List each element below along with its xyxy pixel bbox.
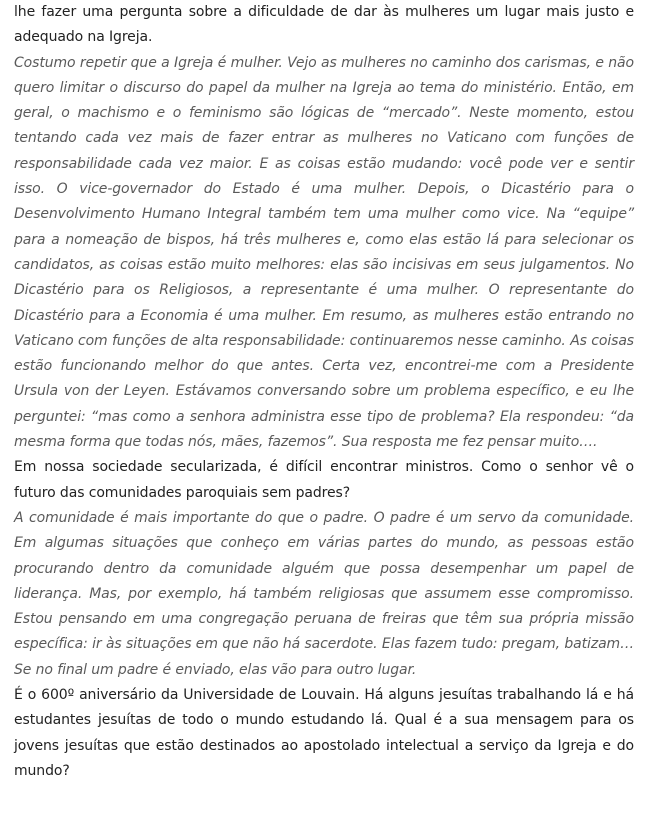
interview-answer-2: A comunidade é mais importante do que o padre. O padre é um servo da comunidade. Em algumas situações que conheço em várias partes do mundo, as pessoas estão procurando dentro da comunidade alguém que possa desempenhar um papel de liderança. Mas, por exemplo, há também religiosas que assumem esse compromisso. Estou pensando em uma congregação peruana de freiras que têm sua própria missão específica: ir às situações em que não há sacerdote. Elas fazem tudo: pregam, batizam… Se no final um padre é enviado, elas vão para outro lugar. [14,509,634,678]
interview-answer-1: Costumo repetir que a Igreja é mulher. Vejo as mulheres no caminho dos carismas, e não quero limitar o discurso do papel da mulher na Igreja ao tema do ministério. Então, em geral, o machismo e o feminismo são lógicas de “mercado”. Neste momento, estou tentando cada vez mais de fazer entrar as mulheres no Vaticano com funções de responsabilidade cada vez maior. E as coisas estão mudando: você pode ver e sentir isso. O vice-governador do Estado é uma mulher. Depois, o Dicastério para o Desenvolvimento Humano Integral também tem uma mulher como vice. Na “equipe” para a nomeação de bispos, há três mulheres e, como elas estão lá para selecionar os candidatos, as coisas estão muito melhores: elas são incisivas em seus julgamentos. No Dicastério para os Religiosos, a representante é uma mulher. O representante do Dicastério para a Economia é uma mulher. Em resumo, as mulheres estão entrando no Vaticano com funções de alta responsabilidade: continuaremos nesse caminho. As coisas estão funcionando melhor do que antes. Certa vez, encontrei-me com a Presidente Ursula von der Leyen. Estávamos conversando sobre um problema específico, e eu lhe perguntei: “mas como a senhora administra esse tipo de problema? Ela respondeu: “da mesma forma que todas nós, mães, fazemos”. Sua resposta me fez pensar muito…. [14,54,634,451]
interview-question-3: É o 600º aniversário da Universidade de Louvain. Há alguns jesuítas trabalhando lá e há estudantes jesuítas de todo o mundo estudando lá. Qual é a sua mensagem para os jovens jesuítas que estão destinados ao apostolado intelectual a serviço da Igreja e do mundo? [14,687,634,779]
interview-question-2: Em nossa sociedade secularizada, é difícil encontrar ministros. Como o senhor vê o futuro das comunidades paroquiais sem padres? [14,459,634,501]
interview-question-1: lhe fazer uma pergunta sobre a dificuldade de dar às mulheres um lugar mais justo e adequado na Igreja. [14,4,634,46]
